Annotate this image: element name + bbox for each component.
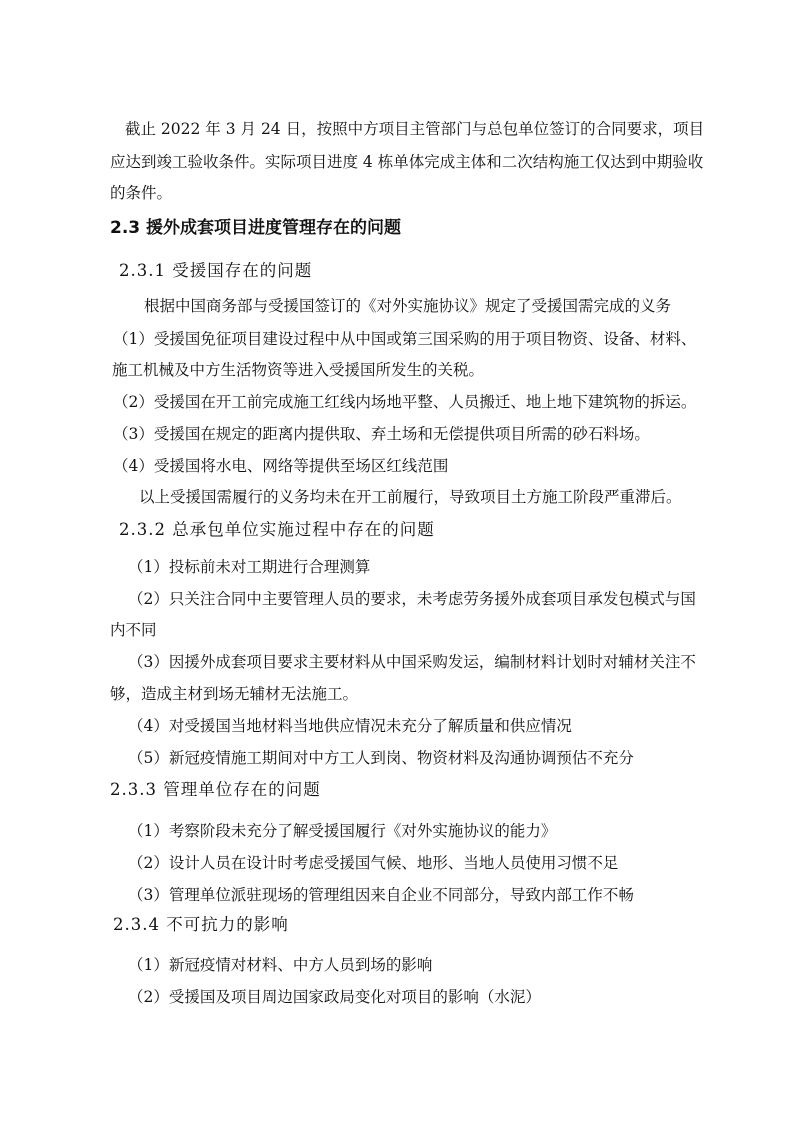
list-item: （2）受援国及项目周边国家政局变化对项目的影响（水泥） xyxy=(128,988,541,1006)
list-item: （1）考察阶段未充分了解受援国履行《对外实施协议的能力》 xyxy=(128,822,557,840)
section-2-3-4-heading: 2.3.4 不可抗力的影响 xyxy=(113,915,289,934)
list-item: （1）新冠疫情对材料、中方人员到场的影响 xyxy=(128,956,433,974)
section-2-3-1-heading: 2.3.1 受援国存在的问题 xyxy=(119,261,313,280)
section-2-3-3-heading: 2.3.3 管理单位存在的问题 xyxy=(110,780,321,799)
list-item: 够，造成主材到场无辅材无法施工。 xyxy=(110,685,359,703)
list-item: （3）受援国在规定的距离内提供取、弃土场和无偿提供项目所需的砂石料场。 xyxy=(113,425,650,443)
intro-line-3: 的条件。 xyxy=(110,184,173,202)
list-item: （2）只关注合同中主要管理人员的要求，未考虑劳务援外成套项目承发包模式与国 xyxy=(128,590,696,608)
list-item: （2）受援国在开工前完成施工红线内场地平整、人员搬迁、地上地下建筑物的拆运。 xyxy=(113,393,697,411)
list-item: （1）投标前未对工期进行合理测算 xyxy=(128,558,371,576)
section-2-3-1-lead: 根据中国商务部与受援国签订的《对外实施协议》规定了受援国需完成的义务 xyxy=(144,297,672,315)
list-item: 施工机械及中方生活物资等进入受援国所发生的关税。 xyxy=(112,361,485,379)
list-item: 内不同 xyxy=(110,621,157,639)
section-2-3-2-heading: 2.3.2 总承包单位实施过程中存在的问题 xyxy=(119,520,435,539)
list-item: （3）因援外成套项目要求主要材料从中国采购发运，编制材料计划时对辅材关注不 xyxy=(128,653,696,671)
list-item: （3）管理单位派驻现场的管理组因来自企业不同部分，导致内部工作不畅 xyxy=(128,886,634,904)
list-item: （1）受援国免征项目建设过程中从中国或第三国采购的用于项目物资、设备、材料、 xyxy=(113,330,697,348)
list-item: （5）新冠疫情施工期间对中方工人到岗、物资材料及沟通协调预估不充分 xyxy=(128,749,634,767)
section-2-3-1-summary: 以上受援国需履行的义务均未在开工前履行，导致项目土方施工阶段严重滞后。 xyxy=(139,488,682,506)
list-item: （4）受援国将水电、网络等提供至场区红线范围 xyxy=(113,457,449,475)
intro-line-2: 应达到竣工验收条件。实际项目进度 4 栋单体完成主体和二次结构施工仅达到中期验收 xyxy=(110,153,704,171)
section-2-3-heading: 2.3 援外成套项目进度管理存在的问题 xyxy=(110,218,402,238)
intro-line-1: 截止 2022 年 3 月 24 日，按照中方项目主管部门与总包单位签订的合同要求，项目 xyxy=(125,120,705,138)
list-item: （2）设计人员在设计时考虑受援国气候、地形、当地人员使用习惯不足 xyxy=(128,854,619,872)
list-item: （4）对受援国当地材料当地供应情况未充分了解质量和供应情况 xyxy=(128,717,572,735)
